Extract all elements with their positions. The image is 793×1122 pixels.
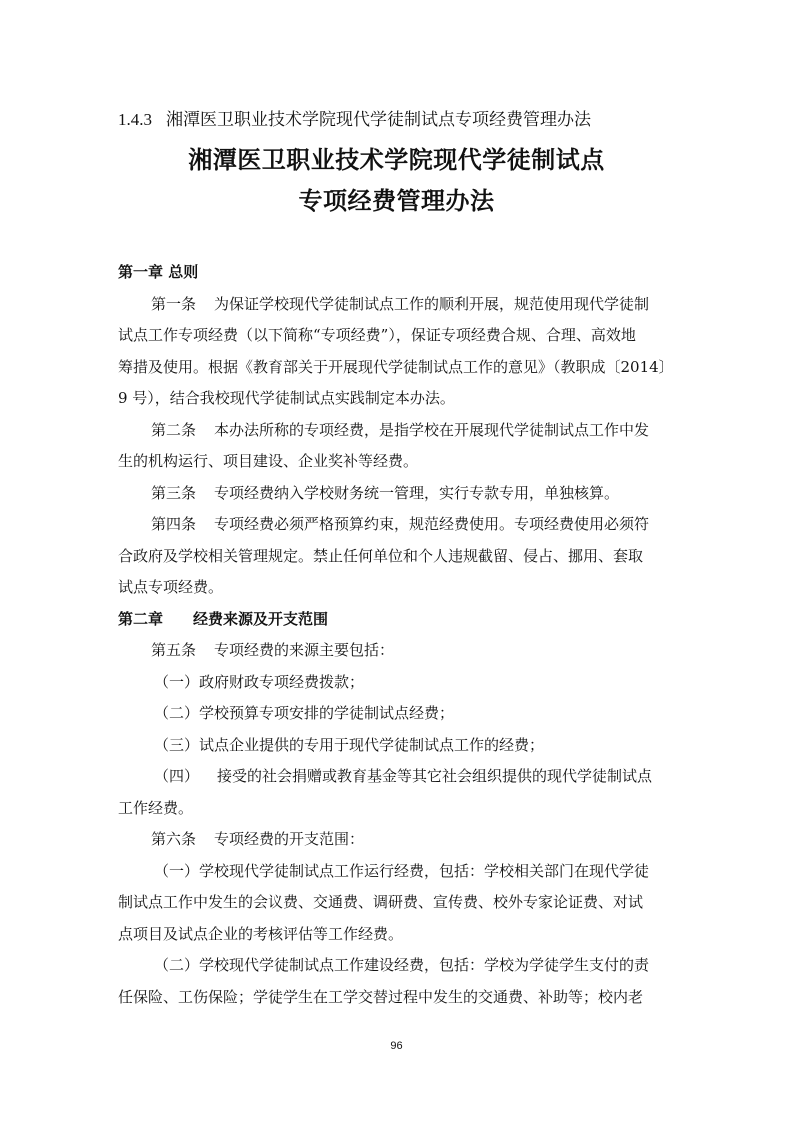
article-6-label: 第六条 [151,830,197,848]
article-5-text: 专项经费的来源主要包括： [214,641,395,659]
article-5-item-3: （三）试点企业提供的专用于现代学徒制试点工作的经费； [154,735,545,754]
section-number: 1.4.3 [118,110,152,129]
article-2-text: 本办法所称的专项经费，是指学校在开展现代学徒制试点工作中发 [214,420,650,439]
article-5-item-4-line-2: 工作经费。 [118,798,194,817]
article-4-label: 第四条 [151,515,197,533]
article-3-label: 第三条 [151,483,197,502]
chapter-2-number: 第二章 [118,609,164,628]
article-1-label: 第一条 [151,294,197,313]
article-1-line-4: 9 号），结合我校现代学徒制试点实践制定本办法。 [118,389,455,407]
article-6-item-1-line-2: 制试点工作中发生的会议费、交通费、调研费、宣传费、校外专家论证费、对试 [118,893,644,911]
article-2-line-2: 生的机构运行、项目建设、企业奖补等经费。 [118,452,419,470]
article-6-item-2-line-1: （二）学校现代学徒制试点工作建设经费，包括：学校为学徒学生支付的责 [154,956,650,974]
article-5-label: 第五条 [151,641,197,659]
chapter-2-heading [118,604,680,636]
page-number: 96 [390,1040,403,1052]
article-4-line-3: 试点专项经费。 [118,578,224,596]
section-title: 湘潭医卫职业技术学院现代学徒制试点专项经费管理办法 [166,110,591,130]
article-3-line-1 [118,478,680,510]
article-1-line-3: 筹措及使用。根据《教育部关于开展现代学徒制试点工作的意见》（教职成〔2014〕 [118,357,674,376]
document-title-line-2: 专项经费管理办法 [298,187,495,215]
article-6-item-1-line-3: 点项目及试点企业的考核评估等工作经费。 [118,924,404,943]
article-5-item-1: （一）政府财政专项经费拨款； [154,672,365,691]
article-3-text: 专项经费纳入学校财务统一管理，实行专款专用，单独核算。 [214,483,620,502]
article-5-line-1 [118,635,680,667]
article-4-text: 专项经费必须严格预算约束，规范经费使用。专项经费使用必须符 [214,515,650,533]
article-5-item-2: （二）学校预算专项安排的学徒制试点经费； [154,704,455,722]
article-6-text: 专项经费的开支范围： [214,830,365,848]
section-heading [118,109,591,131]
document-body [118,257,680,1013]
article-1-line-2: 试点工作专项经费（以下简称“专项经费”），保证专项经费合规、合理、高效地 [118,326,636,344]
article-6-line-1 [118,824,680,856]
article-1-line-1 [118,289,680,321]
chapter-1-heading: 第一章 总则 [118,263,199,281]
article-4-line-1 [118,509,680,541]
document-title-line-1: 湘潭医卫职业技术学院现代学徒制试点 [188,146,605,174]
article-5-item-4-label: （四） [154,767,200,785]
article-5-item-4-text: 接受的社会捐赠或教育基金等其它社会组织提供的现代学徒制试点 [217,767,653,785]
article-4-line-2: 合政府及学校相关管理规定。禁止任何单位和个人违规截留、侵占、挪用、套取 [118,546,644,565]
article-2-label: 第二条 [151,420,197,439]
article-6-item-1-line-1: （一）学校现代学徒制试点工作运行经费，包括：学校相关部门在现代学徒 [154,861,650,880]
article-1-text: 为保证学校现代学徒制试点工作的顺利开展，规范使用现代学徒制 [214,294,650,313]
article-5-item-4-line-1 [118,761,680,793]
article-6-item-2-line-2: 任保险、工伤保险；学徒学生在工学交替过程中发生的交通费、补助等；校内老 [118,987,644,1006]
article-2-line-1 [118,415,680,447]
chapter-2-title: 经费来源及开支范围 [193,609,329,628]
